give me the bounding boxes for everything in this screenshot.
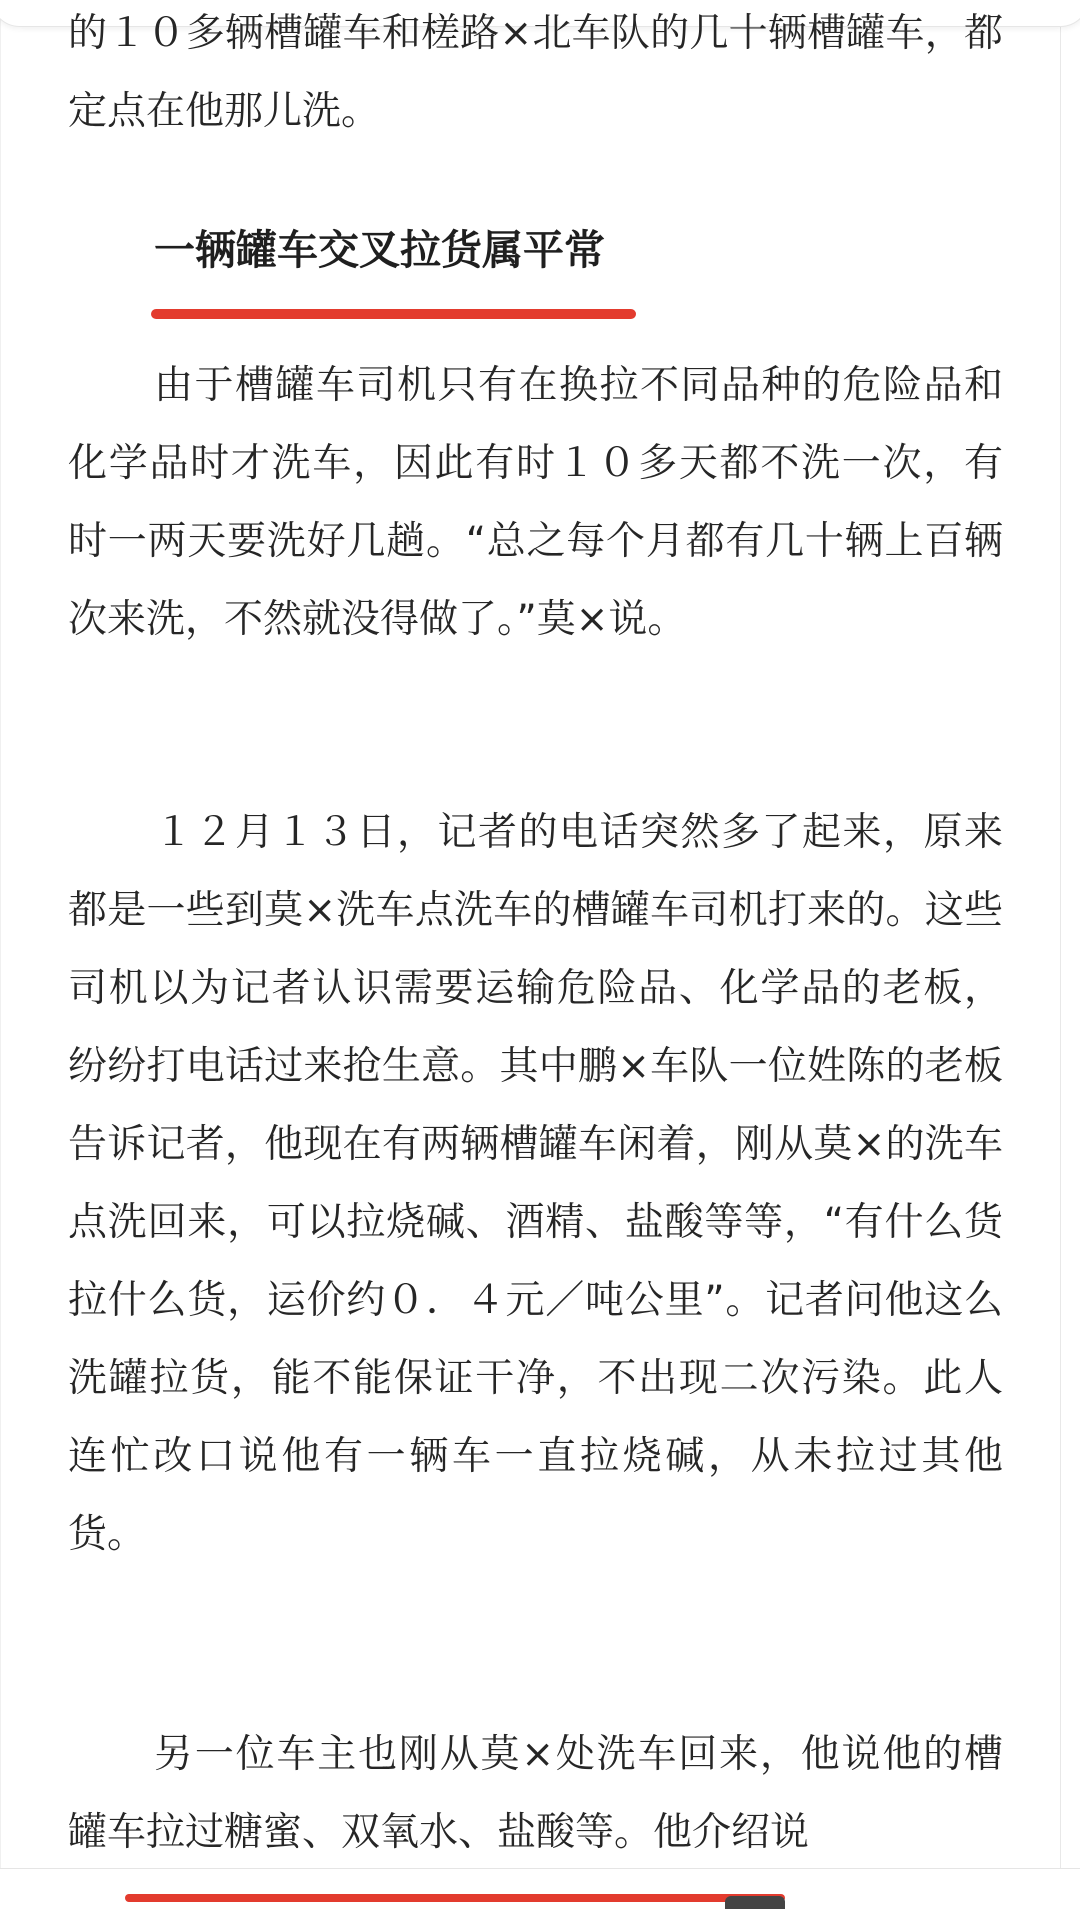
bottom-accent-line (125, 1894, 785, 1902)
paragraph-2: １２月１３日，记者的电话突然多了起来，原来都是一些到莫×洗车点洗车的槽罐车司机打来的。这些司机以为记者认识需要运输危险品、化学品的老板，纷纷打电话过来抢生意。其中鹏×车队一位姓陈的老板告诉记者，他现在有两辆槽罐车闲着，刚从莫×的洗车点洗回来，可以拉烧碱、酒精、盐酸等等，“有什么货拉什么货，运价约０．４元／吨公里”。记者问他这么洗罐拉货，能不能保证干净，不出现二次污染。此人连忙改口说他有一辆车一直拉烧碱，从未拉过其他货。 (68, 810, 1003, 1557)
paragraph-continued: 的１０多辆槽罐车和槎路×北车队的几十辆槽罐车，都定点在他那儿洗。 (68, 11, 1003, 134)
paragraph-3: 另一位车主也刚从莫×处洗车回来，他说他的槽罐车拉过糖蜜、双氧水、盐酸等。他介绍说 (68, 1732, 1003, 1855)
bottom-toolbar (0, 1868, 1080, 1910)
bottom-tab-indicator (725, 1896, 785, 1909)
section-heading: 一辆罐车交叉拉货属平常 (154, 226, 605, 274)
paragraph-1: 由于槽罐车司机只有在换拉不同品种的危险品和化学品时才洗车，因此有时１０多天都不洗一次，有时一两天要洗好几趟。“总之每个月都有几十辆上百辆次来洗，不然就没得做了。”莫×说。 (68, 363, 1003, 642)
heading-underline (151, 309, 636, 319)
